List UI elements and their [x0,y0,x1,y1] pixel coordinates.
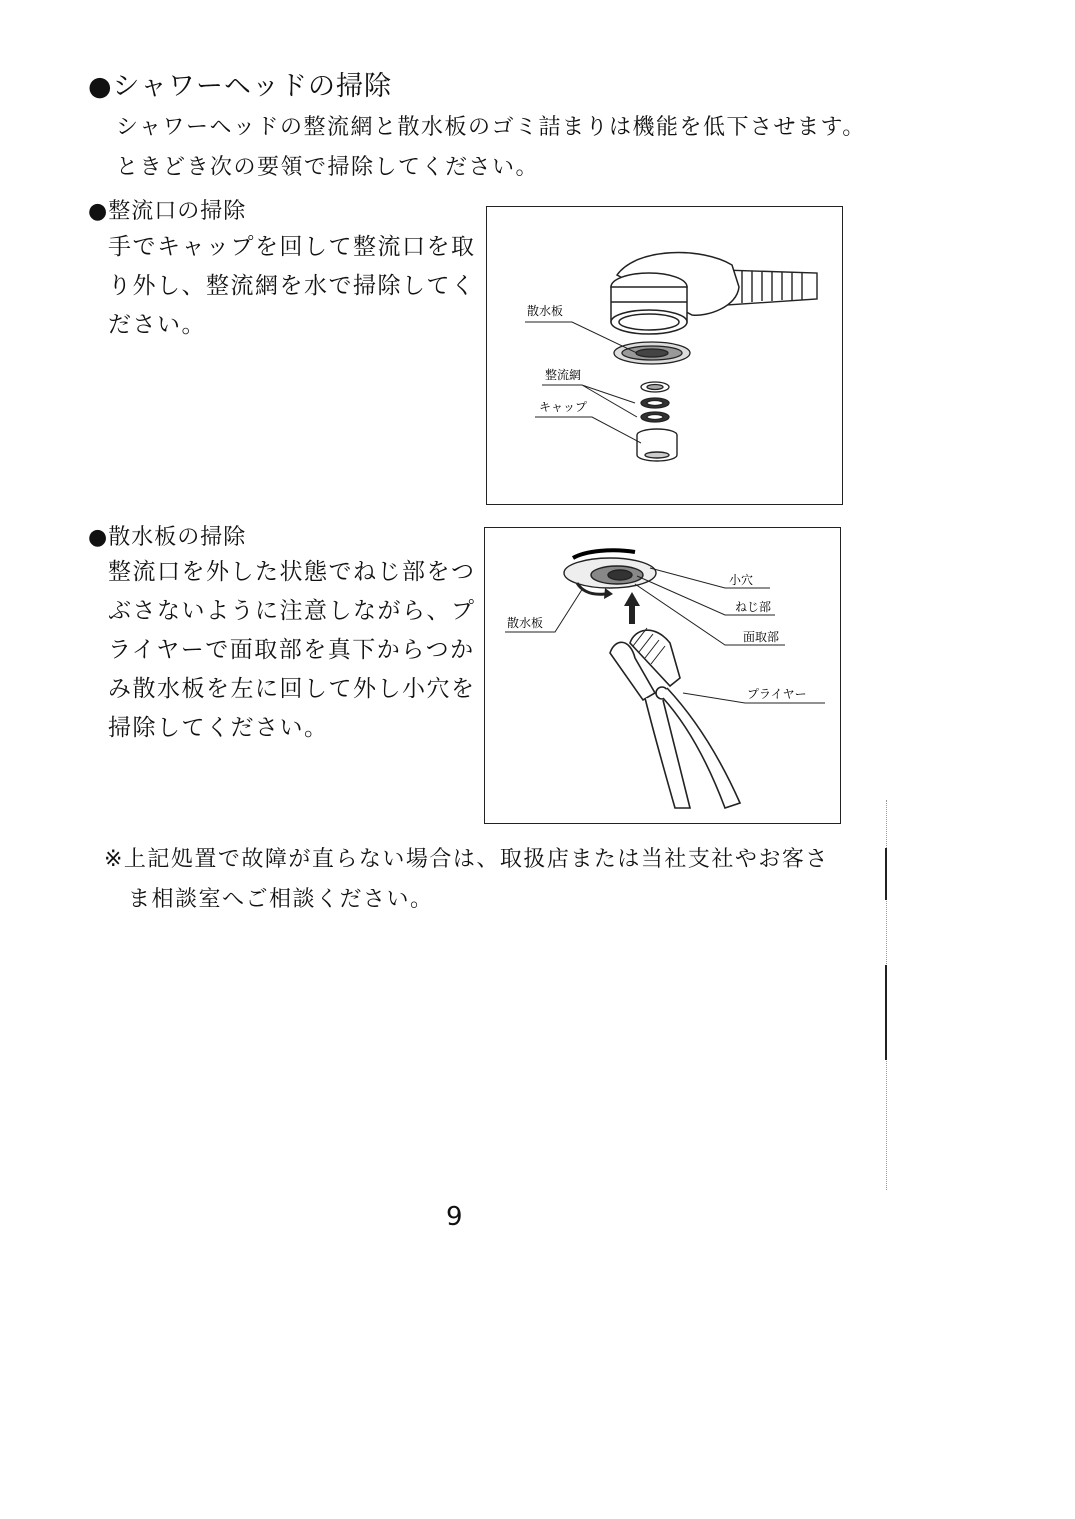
figure-outlet-disassembly [486,206,843,505]
intro-paragraph [116,108,866,188]
pliers-tool [610,628,740,808]
label-spray-plate-2: 散水板 [507,616,544,630]
note-line-2: ま相談室へご相談ください。 [128,887,434,912]
note-line-1: ※上記処置で故障が直らない場合は、取扱店または当社支社やお客さ [104,847,829,872]
intro-line-2: ときどき次の要領で掃除してください。 [116,155,540,180]
leader-lines [525,322,641,443]
intro-line-1: シャワーヘッドの整流網と散水板のゴミ詰まりは機能を低下させます。 [116,115,866,140]
margin-bar-1 [885,848,887,900]
spray-plate-disk [564,550,656,588]
label-pliers: プライヤー [747,687,807,701]
cap-part [637,429,677,461]
up-arrow-icon [624,592,640,624]
outlet-line-2: り外し、整流網を水で掃除してく [108,273,476,299]
label-thread: ねじ部 [735,600,772,614]
figure-spray-plate-removal [484,527,841,824]
spray-line-4: み散水板を左に回して外し小穴を [108,676,476,702]
label-chamfer: 面取部 [743,630,780,644]
label-small-hole: 小穴 [729,573,754,587]
label-cap: キャップ [539,400,588,414]
section-title-spray-plate: ●散水板の掃除 [88,525,247,550]
pliers-illustration [485,528,840,823]
section-body-outlet [108,228,476,345]
outlet-line-3: ださい。 [108,312,206,338]
outlet-line-1: 手でキャップを回して整流口を取 [108,234,476,260]
spray-line-2: ぶさないように注意しながら、プ [108,598,476,624]
margin-bar-2 [885,965,887,1060]
shower-head-body [611,253,739,334]
spray-line-1: 整流口を外した状態でねじ部をつ [108,559,476,585]
spray-line-3: ライヤーで面取部を真下からつか [108,637,475,663]
label-mesh: 整流網 [545,368,582,382]
footnote [104,840,829,920]
mesh-rings-part [641,382,669,422]
section-body-spray-plate [108,553,476,748]
spray-line-5: 掃除してください。 [108,715,329,741]
page-number: 9 [446,1202,463,1232]
page-title: ●シャワーヘッドの掃除 [88,71,393,102]
shower-head-exploded-illustration [487,207,842,504]
label-spray-plate: 散水板 [527,304,564,318]
section-title-outlet: ●整流口の掃除 [88,199,247,224]
spray-plate-part [614,342,690,364]
